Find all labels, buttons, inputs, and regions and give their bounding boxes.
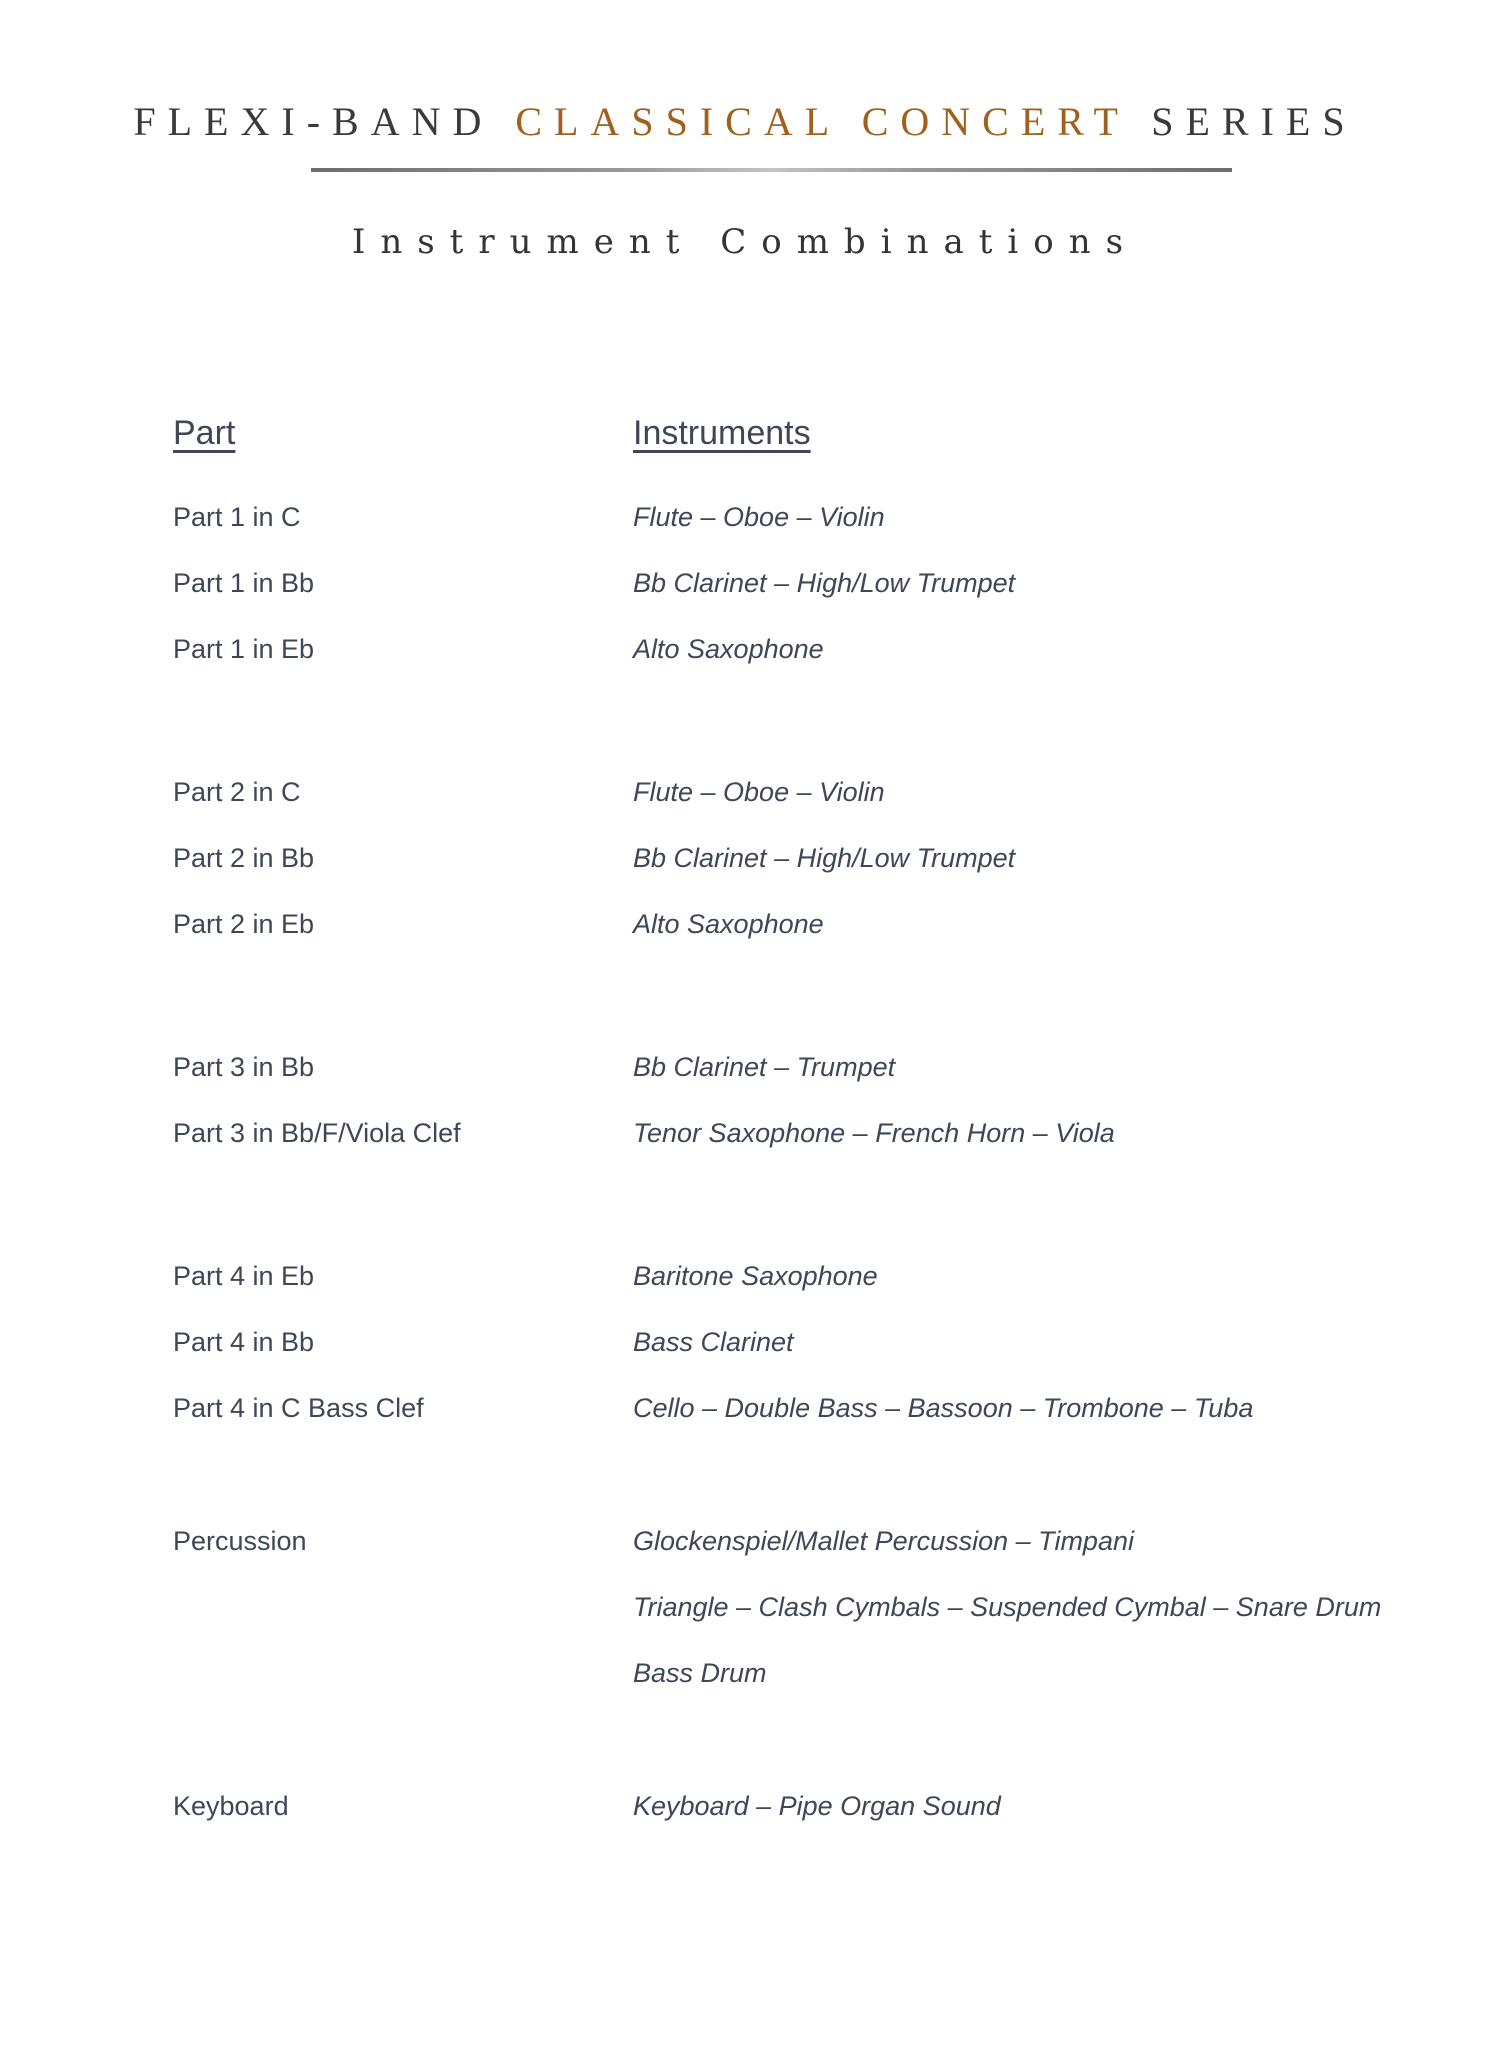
instrument-list: Bb Clarinet – Trumpet <box>633 1052 896 1082</box>
part-label: Part 4 in Bb <box>173 1327 315 1357</box>
series-title-prefix: FLEXI-BAND <box>133 99 494 144</box>
series-title-accent: CLASSICAL CONCERT <box>515 99 1130 144</box>
instrument-list: Bass Drum <box>633 1658 767 1688</box>
instrument-list: Bass Clarinet <box>633 1327 794 1357</box>
instrument-list: Keyboard – Pipe Organ Sound <box>633 1791 1001 1821</box>
instrument-list: Flute – Oboe – Violin <box>633 502 885 532</box>
instrument-list: Flute – Oboe – Violin <box>633 777 885 807</box>
instrument-list: Triangle – Clash Cymbals – Suspended Cymbal – Snare Drum <box>633 1592 1382 1622</box>
instrument-list: Glockenspiel/Mallet Percussion – Timpani <box>633 1526 1134 1556</box>
page-subtitle: Instrument Combinations <box>351 222 1139 262</box>
title-divider <box>311 168 1232 172</box>
part-label: Part 1 in Eb <box>173 634 315 664</box>
instrument-list: Alto Saxophone <box>633 634 824 664</box>
part-label: Part 2 in Bb <box>173 843 315 873</box>
part-label: Part 4 in C Bass Clef <box>173 1393 424 1423</box>
part-label: Part 2 in C <box>173 777 301 807</box>
instrument-list: Bb Clarinet – High/Low Trumpet <box>633 843 1016 873</box>
series-title <box>0 98 1490 145</box>
part-label: Part 1 in C <box>173 502 301 532</box>
instrument-list: Bb Clarinet – High/Low Trumpet <box>633 568 1016 598</box>
column-header-part: Part <box>173 414 236 452</box>
part-label: Part 3 in Bb <box>173 1052 315 1082</box>
instrument-list: Cello – Double Bass – Bassoon – Trombone – Tuba <box>633 1393 1254 1423</box>
instrument-list: Tenor Saxophone – French Horn – Viola <box>633 1118 1115 1148</box>
instrument-list: Baritone Saxophone <box>633 1261 878 1291</box>
part-label: Percussion <box>173 1526 307 1556</box>
part-label: Part 4 in Eb <box>173 1261 315 1291</box>
instrument-list: Alto Saxophone <box>633 909 824 939</box>
part-label: Keyboard <box>173 1791 289 1821</box>
series-title-suffix: SERIES <box>1151 99 1357 144</box>
part-label: Part 3 in Bb/F/Viola Clef <box>173 1118 461 1148</box>
part-label: Part 2 in Eb <box>173 909 315 939</box>
part-label: Part 1 in Bb <box>173 568 315 598</box>
column-header-instruments: Instruments <box>633 414 811 452</box>
